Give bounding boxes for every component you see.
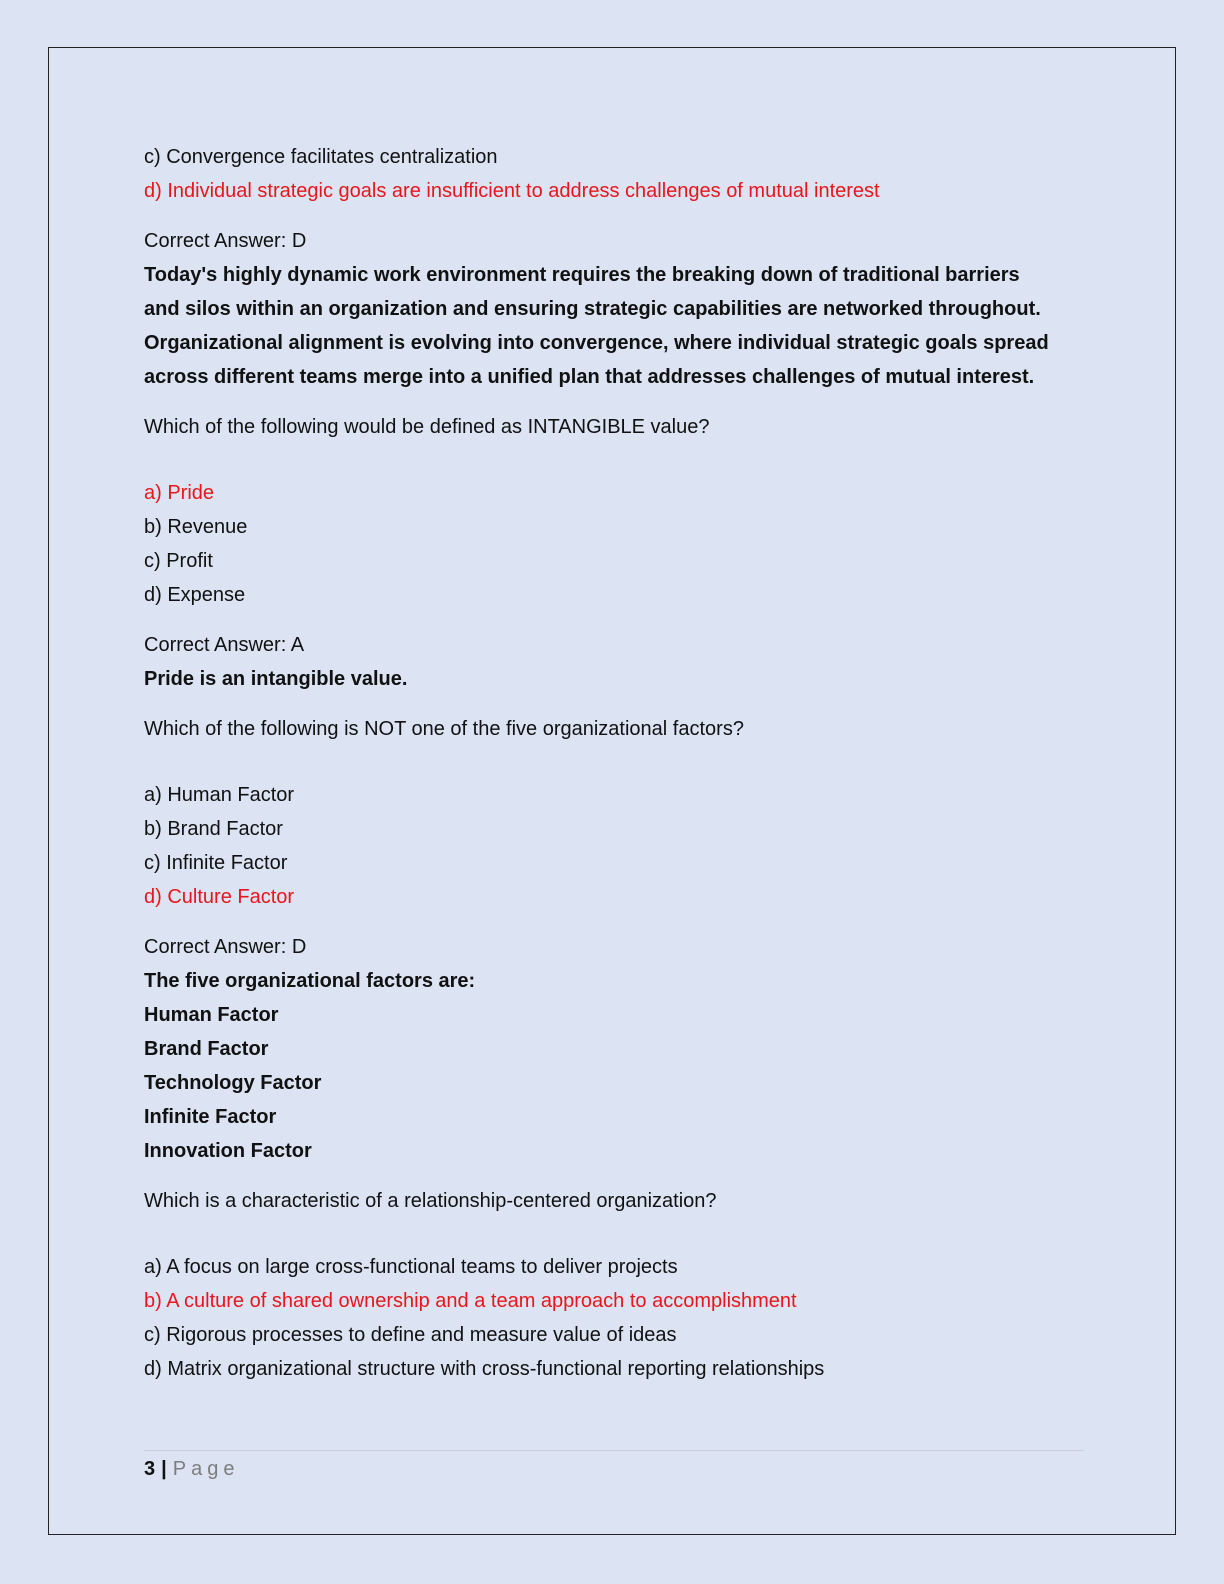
question-text: Which is a characteristic of a relationship-centered organization? — [144, 1190, 717, 1212]
option-d: d) Matrix organizational structure with cross-functional reporting relationships — [144, 1358, 825, 1380]
option-b-correct: b) A culture of shared ownership and a team approach to accomplishment — [144, 1290, 797, 1312]
question-text: Which of the following would be defined as INTANGIBLE value? — [144, 416, 710, 438]
option-d-correct: d) Culture Factor — [144, 886, 295, 908]
explanation-line: across different teams merge into a unified plan that addresses challenges of mutual interest. — [144, 366, 1035, 388]
explanation-line: Innovation Factor — [144, 1140, 312, 1162]
explanation-line: Today's highly dynamic work environment requires the breaking down of traditional barriers — [144, 264, 1020, 286]
option-b: b) Revenue — [144, 516, 248, 538]
explanation — [144, 964, 1084, 1168]
explanation-line: Human Factor — [144, 1004, 279, 1026]
correct-answer: Correct Answer: D — [144, 230, 307, 252]
document-body — [144, 140, 1084, 1386]
footer-separator: | — [161, 1458, 167, 1480]
correct-answer: Correct Answer: D — [144, 936, 307, 958]
explanation-line: and silos within an organization and ensuring strategic capabilities are networked throughout. — [144, 298, 1041, 320]
page-label: Page — [172, 1458, 240, 1480]
explanation-line: The five organizational factors are: — [144, 970, 476, 992]
footer-divider — [144, 1450, 1084, 1451]
option-a: a) Human Factor — [144, 784, 295, 806]
explanation: Pride is an intangible value. — [144, 668, 408, 690]
correct-answer: Correct Answer: A — [144, 634, 305, 656]
explanation-line: Organizational alignment is evolving into convergence, where individual strategic goals spread — [144, 332, 1049, 354]
option-c: c) Profit — [144, 550, 213, 572]
option-d-correct: d) Individual strategic goals are insufficient to address challenges of mutual interest — [144, 180, 880, 202]
explanation-line: Infinite Factor — [144, 1106, 277, 1128]
option-d: d) Expense — [144, 584, 246, 606]
page-number: 3 — [144, 1458, 156, 1480]
explanation-line: Brand Factor — [144, 1038, 269, 1060]
option-c: c) Convergence facilitates centralization — [144, 146, 498, 168]
option-b: b) Brand Factor — [144, 818, 283, 840]
option-a: a) A focus on large cross-functional teams to deliver projects — [144, 1256, 678, 1278]
option-c: c) Rigorous processes to define and measure value of ideas — [144, 1324, 677, 1346]
option-a-correct: a) Pride — [144, 482, 215, 504]
explanation-line: Technology Factor — [144, 1072, 322, 1094]
explanation — [144, 258, 1084, 394]
question-text: Which of the following is NOT one of the five organizational factors? — [144, 718, 744, 740]
option-c: c) Infinite Factor — [144, 852, 288, 874]
page-footer — [144, 1454, 239, 1484]
